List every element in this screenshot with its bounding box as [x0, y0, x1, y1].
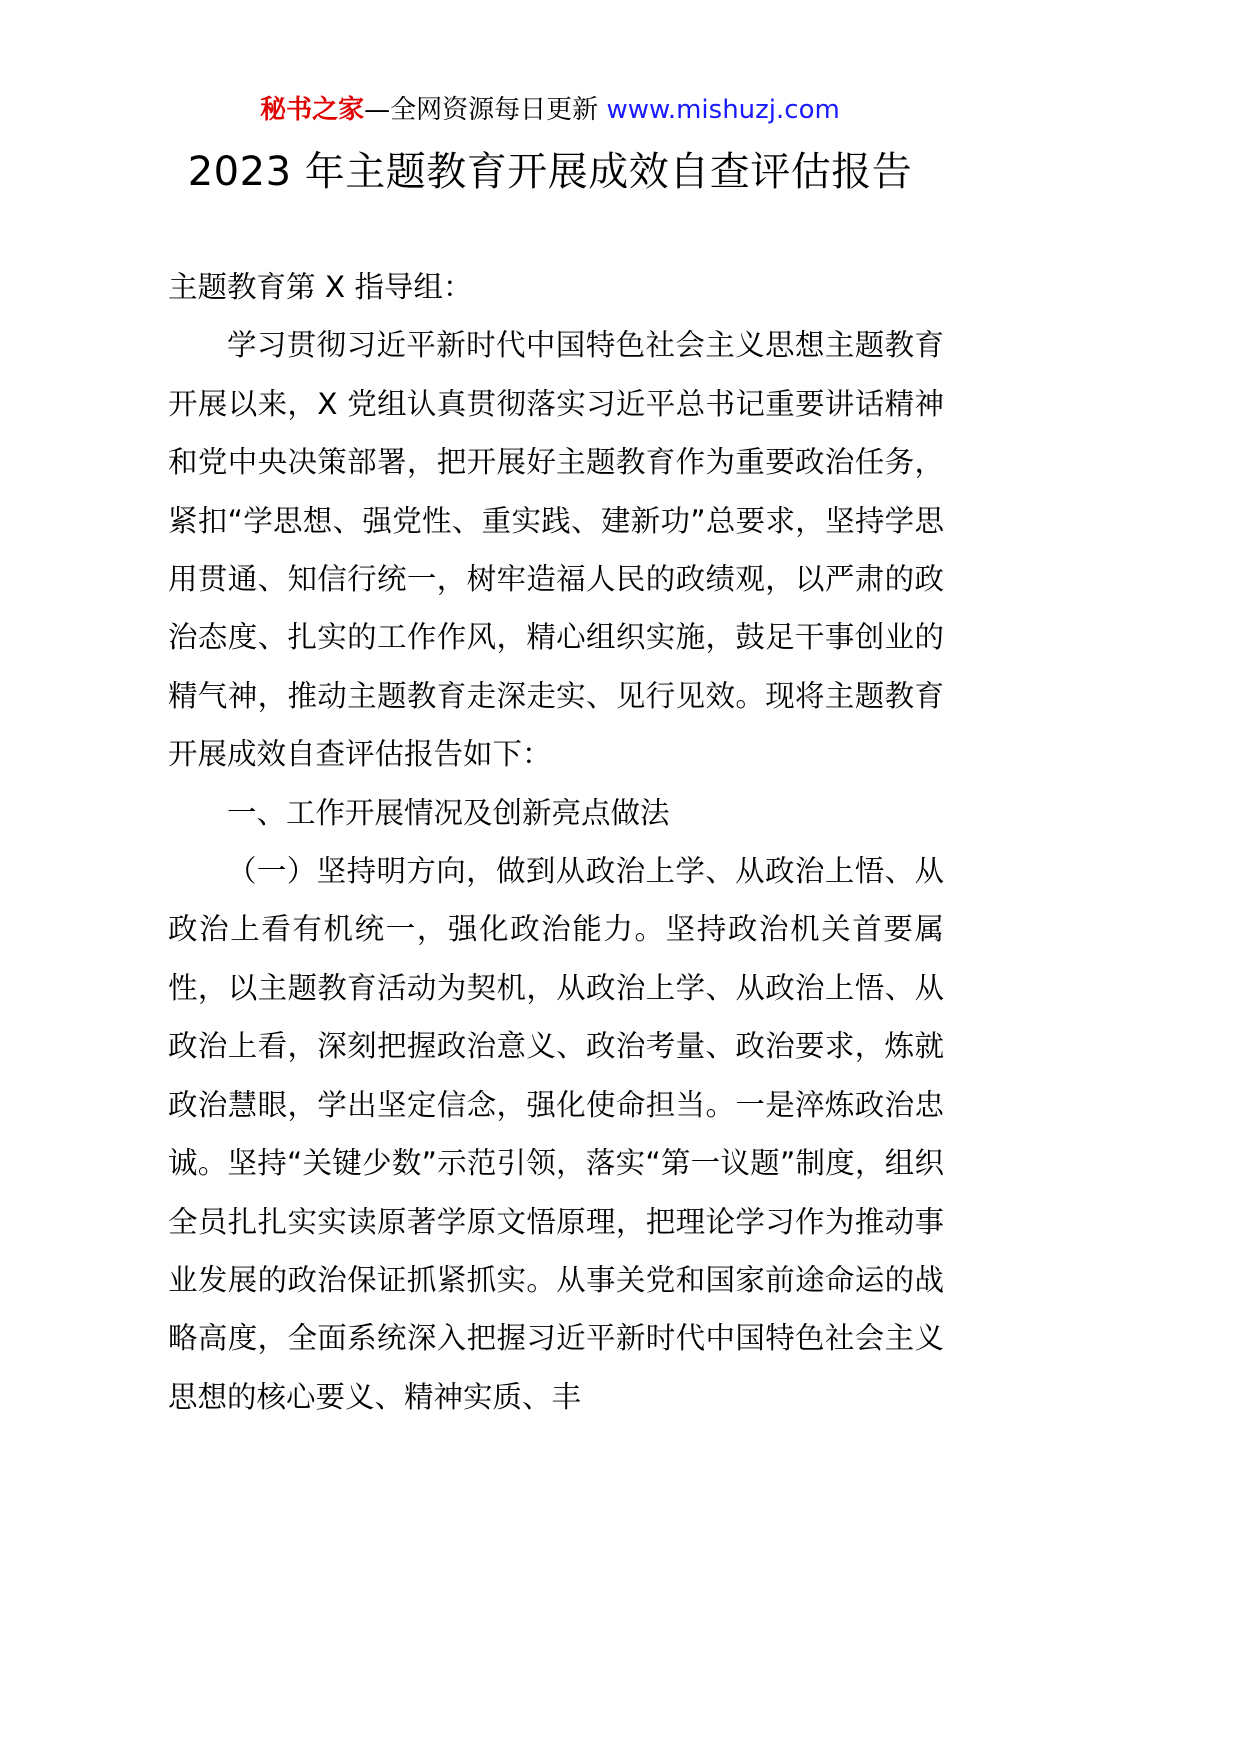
salutation: 主题教育第 X 指导组： [168, 270, 473, 304]
brand-name: 秘书之家 [260, 95, 365, 125]
section-paragraph: （一）坚持明方向，做到从政治上学、从政治上悟、从政治上看有机统一，强化政治能力。坚持政治机关首要属性，以主题教育活动为契机，从政治上学、从政治上悟、从政治上看，深刻把握政治意义、政治考量、政治要求，炼就政治慧眼，学出坚定信念，强化使命担当。一是淬炼政治忠诚。坚持“关键少数”示范引领，落实“第一议题”制度，组织全员扎扎实实读原著学原文悟原理，把理论学习作为推动事业发展的政治保证抓紧抓实。从事关党和国家前途命运的战略高度，全面系统深入把握习近平新时代中国特色社会主义思想的核心要义、精神实质、丰 [168, 854, 944, 1414]
header-tagline: —全网资源每日更新 [364, 95, 607, 125]
intro-paragraph: 学习贯彻习近平新时代中国特色社会主义思想主题教育开展以来，X 党组认真贯彻落实习近平总书记重要讲话精神和党中央决策部署，把开展好主题教育作为重要政治任务，紧扣“学思想、强党性、重实践、建新功”总要求，坚持学思用贯通、知信行统一，树牢造福人民的政绩观，以严肃的政治态度、扎实的工作作风，精心组织实施，鼓足干事创业的精气神，推动主题教育走深走实、见行见效。现将主题教育开展成效自查评估报告如下： [168, 328, 944, 772]
document-title: 2023 年主题教育开展成效自查评估报告 [187, 149, 913, 195]
document-body [168, 258, 944, 1426]
source-header [0, 90, 1100, 130]
site-url-link[interactable]: www.mishuzj.com [606, 95, 840, 125]
section-heading: 一、工作开展情况及创新亮点做法 [227, 795, 670, 830]
